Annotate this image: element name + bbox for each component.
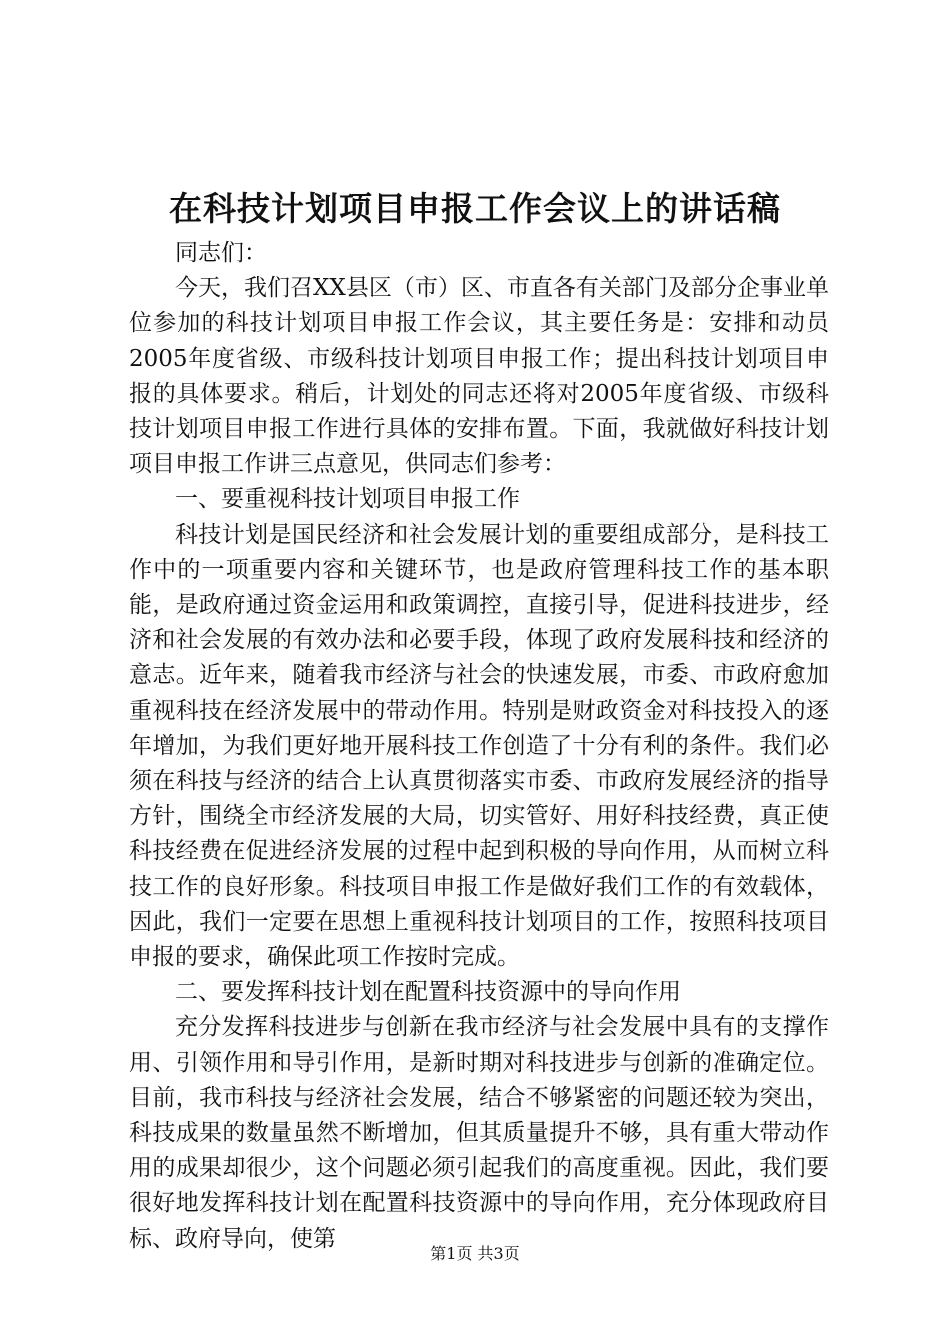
salutation-paragraph: 同志们： <box>175 240 267 266</box>
section-2-paragraph: 充分发挥科技进步与创新在我市经济与社会发展中具有的支撑作用、引领作用和导引作用，是新时期对科技进步与创新的准确定位。目前，我市科技与经济社会发展，结合不够紧密的问题还较为突出，科技成果的数量虽然不断增加，但其质量提升不够，具有重大带动作用的成果却很少，这个问题必须引起我们的高度重视。因此，我们要很好地发挥科技计划在配置科技资源中的导向作用，充分体现政府目标、政府导向，使第 <box>129 1014 829 1252</box>
page-number-footer: 第1页 共3页 <box>430 1244 520 1263</box>
document-title: 在科技计划项目申报工作会议上的讲话稿 <box>169 189 781 228</box>
intro-paragraph: 今天，我们召XX县区（市）区、市直各有关部门及部分企事业单位参加的科技计划项目申报工作会议，其主要任务是：安排和动员2005年度省级、市级科技计划项目申报工作；提出科技计划项目申报的具体要求。稍后，计划处的同志还将对2005年度省级、市级科技计划项目申报工作进行具体的安排布置。下面，我就做好科技计划项目申报工作讲三点意见，供同志们参考： <box>129 275 829 478</box>
document-body <box>129 236 829 1257</box>
section-heading-1: 一、要重视科技计划项目申报工作 <box>175 486 520 513</box>
section-1-paragraph: 科技计划是国民经济和社会发展计划的重要组成部分，是科技工作中的一项重要内容和关键环节，也是政府管理科技工作的基本职能，是政府通过资金运用和政策调控，直接引导，促进科技进步，经济和社会发展的有效办法和必要手段，体现了政府发展科技和经济的意志。近年来，随着我市经济与社会的快速发展，市委、市政府愈加重视科技在经济发展中的带动作用。特别是财政资金对科技投入的逐年增加，为我们更好地开展科技工作创造了十分有利的条件。我们必须在科技与经济的结合上认真贯彻落实市委、市政府发展经济的指导方针，围绕全市经济发展的大局，切实管好、用好科技经费，真正使科技经费在促进经济发展的过程中起到积极的导向作用，从而树立科技工作的良好形象。科技项目申报工作是做好我们工作的有效载体，因此，我们一定要在思想上重视科技计划项目的工作，按照科技项目申报的要求，确保此项工作按时完成。 <box>129 521 829 971</box>
section-heading-2: 二、要发挥科技计划在配置科技资源中的导向作用 <box>175 979 681 1006</box>
